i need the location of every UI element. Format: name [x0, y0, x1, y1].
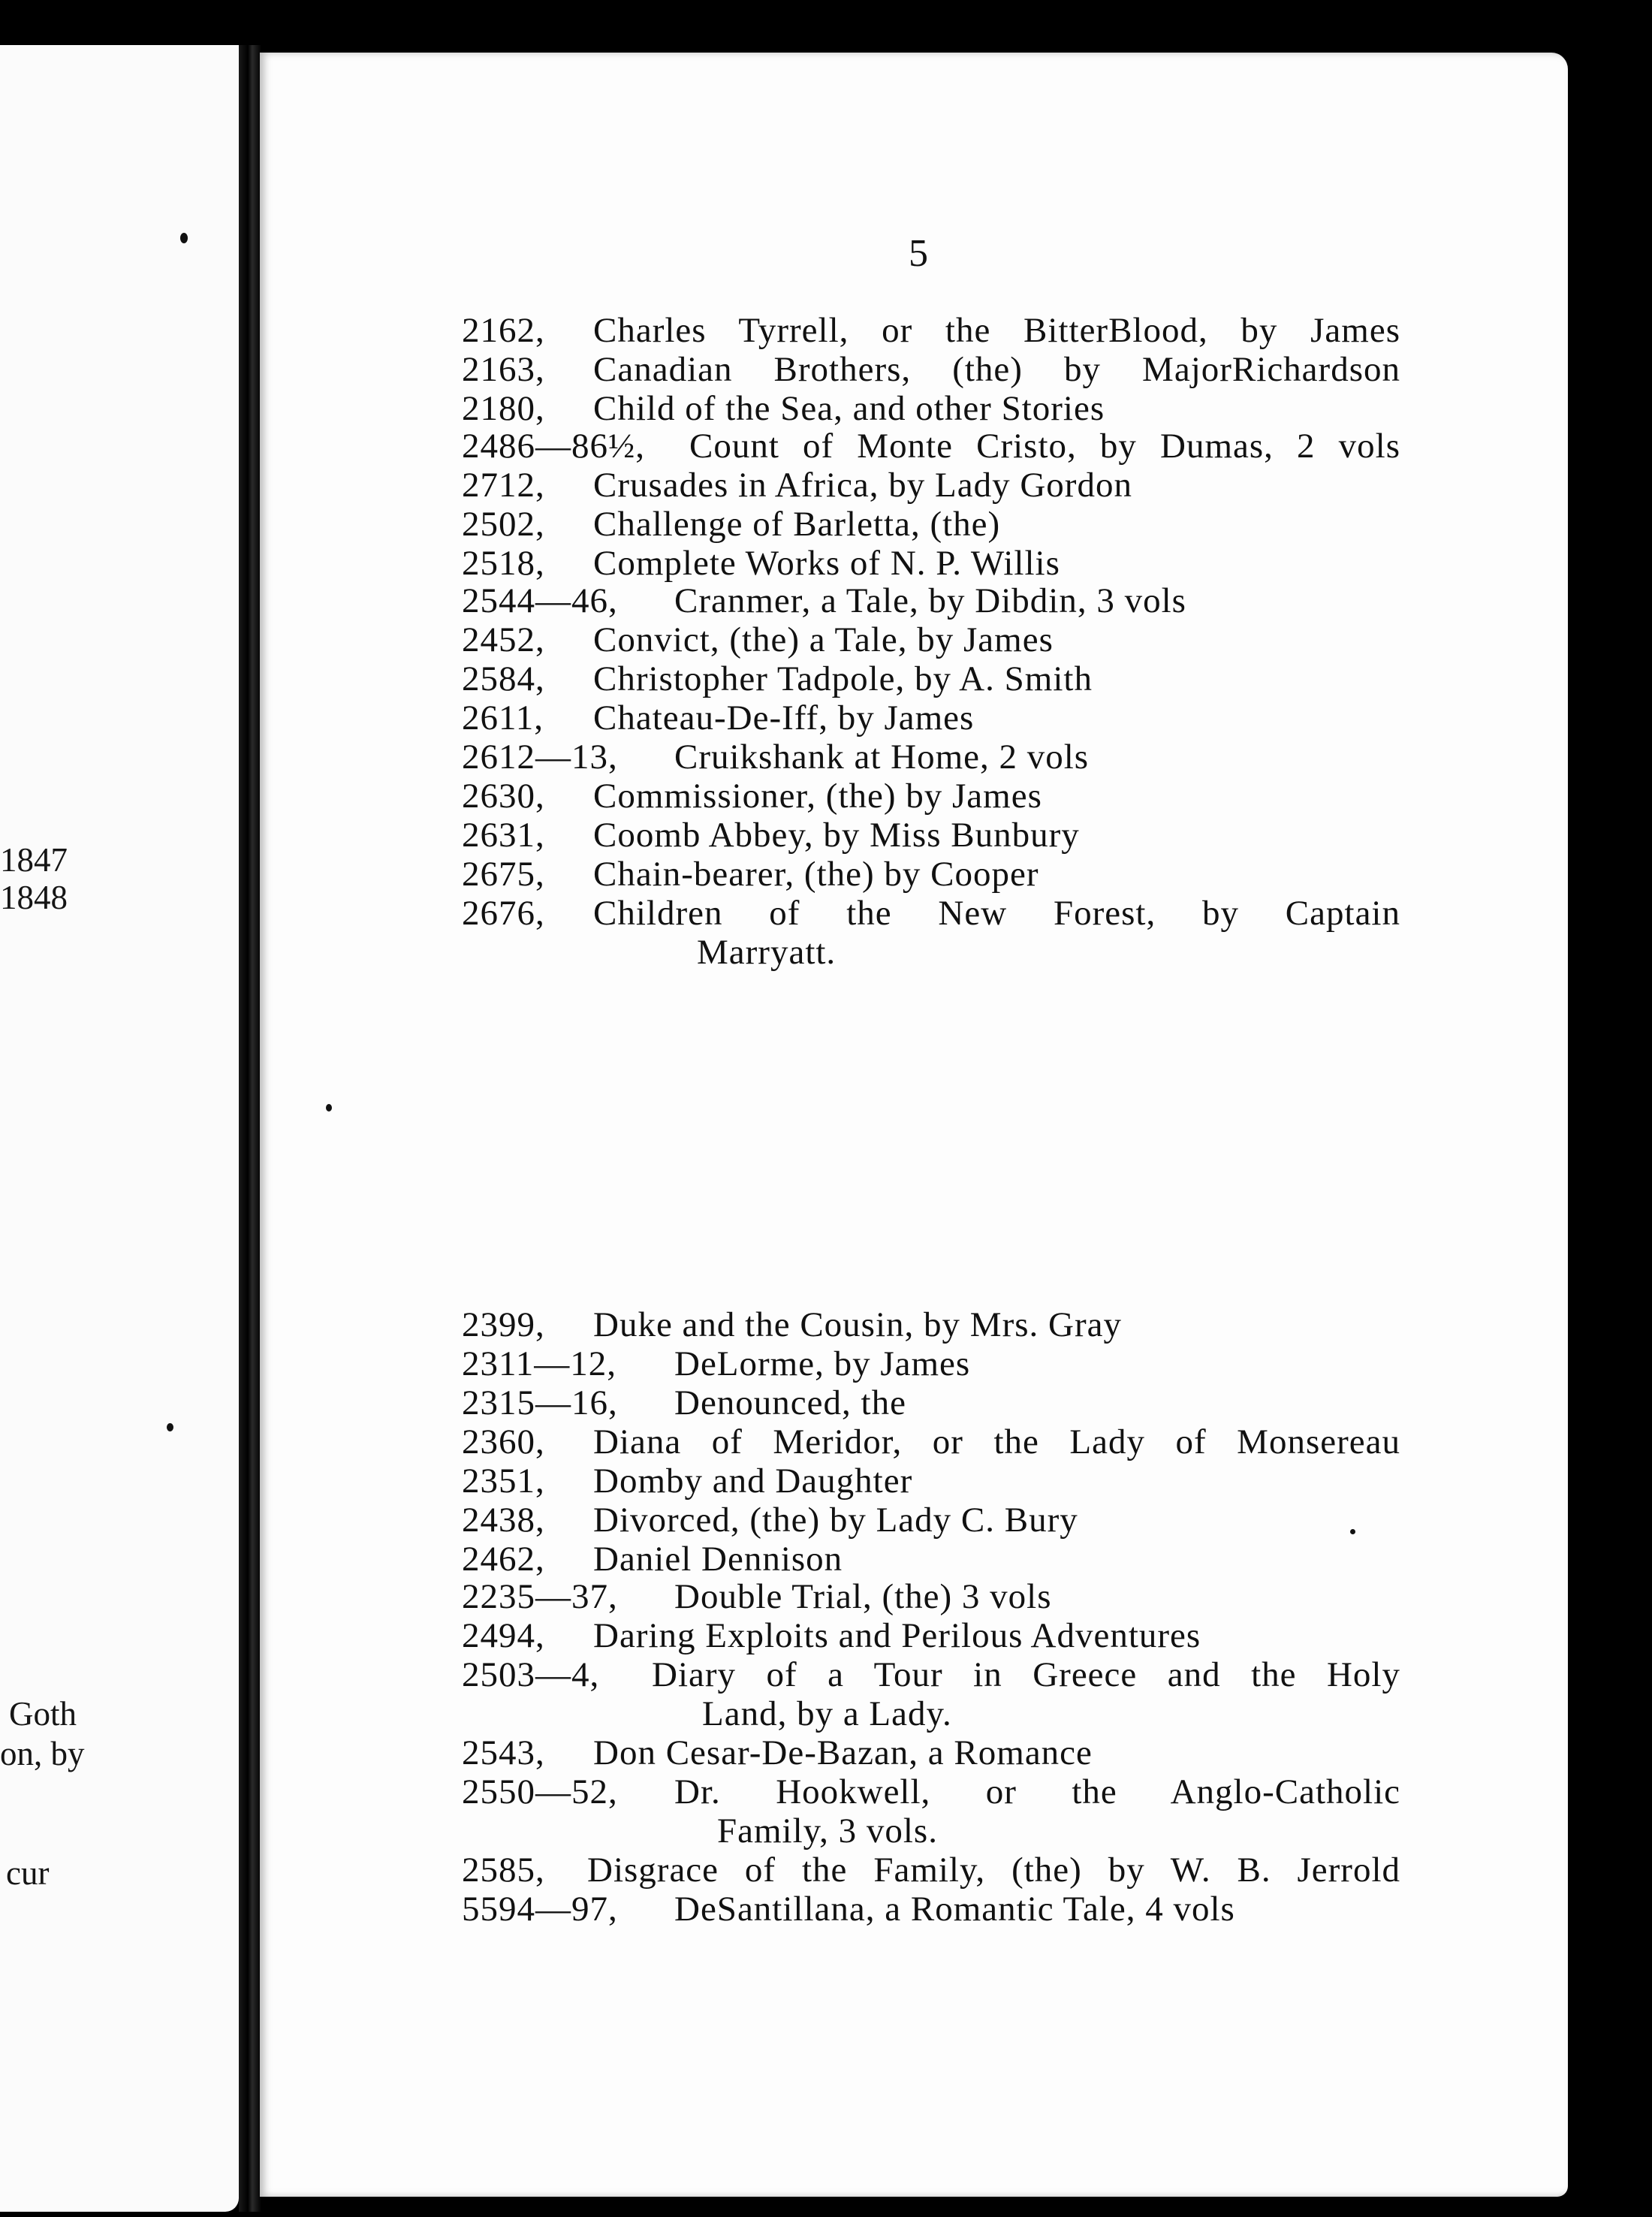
catalog-entry — [0, 466, 1652, 505]
catalog-entry — [0, 1772, 1652, 1851]
catalog-entry — [0, 1344, 1652, 1383]
book-title: Daring Exploits and Perilous Adventures — [593, 1616, 1201, 1655]
book-title: DeSantillana, a Romantic Tale, 4 vols — [674, 1890, 1235, 1929]
left-fragment-on-by: on, by — [0, 1735, 85, 1772]
catalog-number: 2584, — [462, 659, 545, 698]
catalog-number: 2494, — [462, 1616, 545, 1655]
catalog-entry — [0, 777, 1652, 816]
catalog-entry — [0, 1890, 1652, 1929]
catalog-number: 2502, — [462, 505, 545, 544]
book-title-continuation: Land, by a Lady. — [702, 1694, 952, 1733]
catalog-number: 2611, — [462, 698, 544, 737]
catalog-entry — [0, 1616, 1652, 1655]
book-title: Convict, (the) a Tale, by James — [593, 620, 1054, 659]
book-title: Count of Monte Cristo, by Dumas, 2 vols — [689, 427, 1400, 466]
left-fragment-1847: 1847 — [0, 841, 68, 879]
ink-speck — [180, 233, 188, 243]
catalog-entry — [0, 1577, 1652, 1616]
catalog-entry — [0, 505, 1652, 544]
catalog-entry — [0, 544, 1652, 583]
book-title: Chain-bearer, (the) by Cooper — [593, 855, 1039, 894]
catalog-entry — [0, 1540, 1652, 1579]
book-title: Divorced, (the) by Lady C. Bury — [593, 1501, 1078, 1540]
book-title: Complete Works of N. P. Willis — [593, 544, 1060, 583]
left-fragment-1848: 1848 — [0, 879, 68, 916]
catalog-number: 2462, — [462, 1540, 545, 1579]
left-fragment-goth: Goth — [9, 1695, 77, 1733]
book-title: Denounced, the — [674, 1383, 906, 1422]
catalog-number: 2311—12, — [462, 1344, 617, 1383]
catalog-number: 2351, — [462, 1461, 545, 1501]
catalog-number: 2162, — [462, 311, 545, 350]
ink-speck — [326, 1104, 332, 1112]
catalog-number: 2452, — [462, 620, 545, 659]
book-title: Challenge of Barletta, (the) — [593, 505, 1001, 544]
catalog-number: 2399, — [462, 1305, 545, 1344]
catalog-number: 2712, — [462, 466, 545, 505]
book-title: Duke and the Cousin, by Mrs. Gray — [593, 1305, 1122, 1344]
catalog-number: 2543, — [462, 1733, 545, 1772]
catalog-entry — [0, 894, 1652, 972]
catalog-number: 2486—86½, — [462, 427, 645, 466]
book-title: Daniel Dennison — [593, 1540, 843, 1579]
book-title: Diary of a Tour in Greece and the Holy — [652, 1655, 1400, 1694]
catalog-number: 2163, — [462, 350, 545, 389]
catalog-entry — [0, 737, 1652, 777]
catalog-number: 5594—97, — [462, 1890, 618, 1929]
catalog-number: 2503—4, — [462, 1655, 600, 1694]
book-title: Commissioner, (the) by James — [593, 777, 1042, 816]
book-title: Disgrace of the Family, (the) by W. B. Jerrold — [587, 1851, 1400, 1890]
catalog-entry — [0, 1851, 1652, 1890]
catalog-number: 2438, — [462, 1501, 545, 1540]
book-title-continuation: Family, 3 vols. — [717, 1811, 938, 1851]
book-title: Double Trial, (the) 3 vols — [674, 1577, 1052, 1616]
catalog-number: 2630, — [462, 777, 545, 816]
book-title: Domby and Daughter — [593, 1461, 913, 1501]
book-title: Cruikshank at Home, 2 vols — [674, 737, 1090, 777]
catalog-entry — [0, 581, 1652, 620]
catalog-entry — [0, 1461, 1652, 1501]
catalog-entry — [0, 1733, 1652, 1772]
catalog-number: 2585, — [462, 1851, 545, 1890]
catalog-entry — [0, 698, 1652, 737]
catalog-entry — [0, 311, 1652, 350]
catalog-number: 2631, — [462, 816, 545, 855]
book-title: Child of the Sea, and other Stories — [593, 389, 1105, 428]
catalog-entry — [0, 1383, 1652, 1422]
book-title-continuation: Marryatt. — [697, 933, 837, 972]
book-title: Canadian Brothers, (the) by MajorRichardson — [593, 350, 1400, 389]
book-title: DeLorme, by James — [674, 1344, 971, 1383]
book-title: Dr. Hookwell, or the Anglo-Catholic — [674, 1772, 1400, 1811]
book-title: Don Cesar-De-Bazan, a Romance — [593, 1733, 1093, 1772]
catalog-number: 2612—13, — [462, 737, 618, 777]
book-title: Chateau-De-Iff, by James — [593, 698, 975, 737]
catalog-number: 2675, — [462, 855, 545, 894]
catalog-number: 2676, — [462, 894, 545, 933]
book-title: Cranmer, a Tale, by Dibdin, 3 vols — [674, 581, 1186, 620]
catalog-entry — [0, 1501, 1652, 1540]
catalog-number: 2315—16, — [462, 1383, 618, 1422]
catalog-number: 2360, — [462, 1422, 545, 1461]
catalog-number: 2544—46, — [462, 581, 618, 620]
book-title: Children of the New Forest, by Captain — [593, 894, 1400, 933]
catalog-entry — [0, 816, 1652, 855]
book-title: Crusades in Africa, by Lady Gordon — [593, 466, 1132, 505]
page-number: 5 — [909, 232, 928, 275]
catalog-number: 2550—52, — [462, 1772, 618, 1811]
catalog-number: 2518, — [462, 544, 545, 583]
catalog-number: 2235—37, — [462, 1577, 618, 1616]
catalog-number: 2180, — [462, 389, 545, 428]
catalog-entry — [0, 855, 1652, 894]
catalog-entry — [0, 1305, 1652, 1344]
catalog-entry — [0, 1422, 1652, 1461]
catalog-entry — [0, 659, 1652, 698]
book-title: Charles Tyrrell, or the BitterBlood, by James — [593, 311, 1400, 350]
catalog-entry — [0, 427, 1652, 466]
catalog-entry — [0, 350, 1652, 389]
book-title: Diana of Meridor, or the Lady of Monsereau — [593, 1422, 1400, 1461]
book-title: Coomb Abbey, by Miss Bunbury — [593, 816, 1080, 855]
left-fragment-cur: cur — [6, 1854, 50, 1892]
catalog-entry — [0, 620, 1652, 659]
book-title: Christopher Tadpole, by A. Smith — [593, 659, 1093, 698]
catalog-entry — [0, 389, 1652, 428]
